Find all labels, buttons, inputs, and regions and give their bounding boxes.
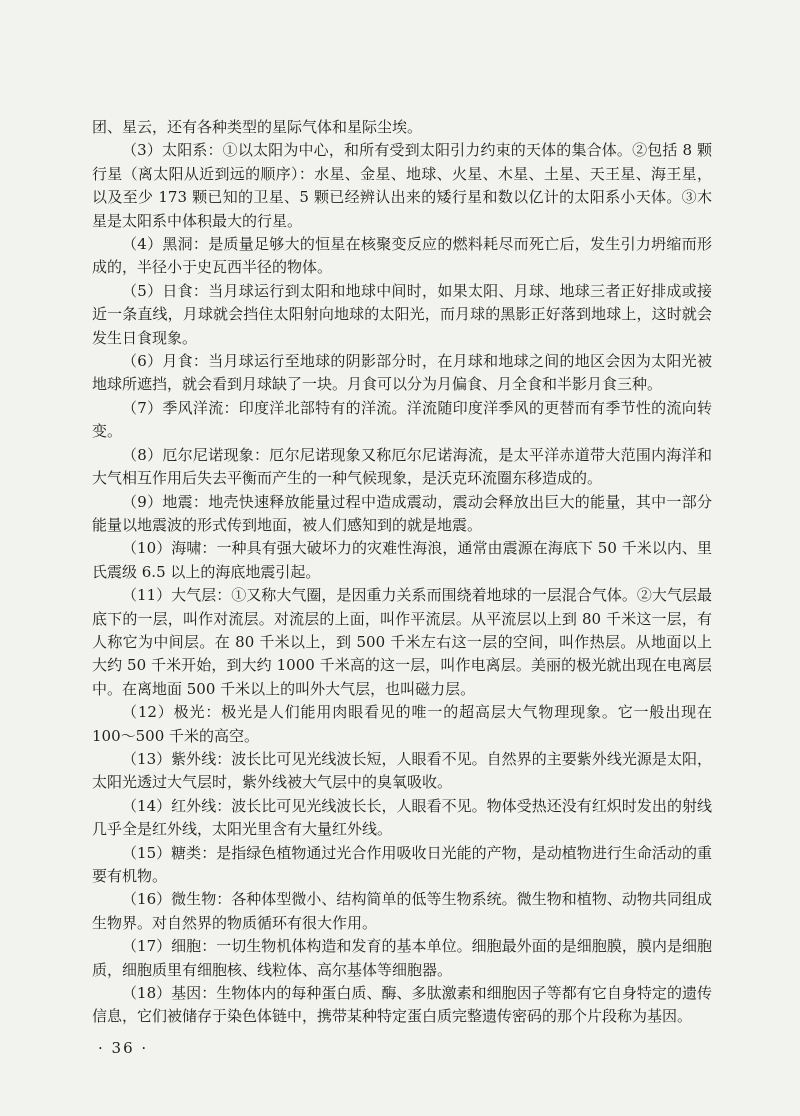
page-body	[92, 116, 712, 1029]
page-number: · 36 ·	[98, 1039, 149, 1057]
paragraph-el-nino: （8）厄尔尼诺现象：厄尔尼诺现象又称厄尔尼诺海流，是太平洋赤道带大范围内海洋和大气相互作用后失去平衡而产生的一种气候现象，是沃克环流圈东移造成的。	[92, 445, 712, 488]
paragraph-carbohydrates: （15）糖类：是指绿色植物通过光合作用吸收日光能的产物，是动植物进行生命活动的重要有机物。	[92, 843, 712, 885]
paragraph-ultraviolet: （13）紫外线：波长比可见光线波长短，人眼看不见。自然界的主要紫外线光源是太阳，太阳光透过大气层时，紫外线被大气层中的臭氧吸收。	[92, 749, 712, 792]
paragraph-black-hole: （4）黑洞：是质量足够大的恒星在核聚变反应的燃料耗尽而死亡后，发生引力坍缩而形成的，半径小于史瓦西半径的物体。	[92, 235, 712, 277]
paragraph-tsunami: （10）海啸：一种具有强大破坏力的灾难性海浪，通常由震源在海底下 50 千米以内、里氏震级 6.5 以上的海底地震引起。	[92, 539, 712, 581]
paragraph-solar-eclipse: （5）日食：当月球运行到太阳和地球中间时，如果太阳、月球、地球三者正好排成或接近一条直线，月球就会挡住太阳射向地球的太阳光，而月球的黑影正好落到地球上，这时就会发生日食现象。	[92, 281, 712, 347]
paragraph-continuation: 团、星云，还有各种类型的星际气体和星际尘埃。	[92, 118, 423, 136]
paragraph-aurora: （12）极光：极光是人们能用肉眼看见的唯一的超高层大气物理现象。它一般出现在 100～500 千米的高空。	[92, 703, 712, 745]
paragraph-cell: （17）细胞：一切生物机体构造和发育的基本单位。细胞最外面的是细胞膜，膜内是细胞质，细胞质里有细胞核、线粒体、高尔基体等细胞器。	[92, 937, 712, 979]
paragraph-lunar-eclipse: （6）月食：当月球运行至地球的阴影部分时，在月球和地球之间的地区会因为太阳光被地球所遮挡，就会看到月球缺了一块。月食可以分为月偏食、月全食和半影月食三种。	[92, 352, 712, 394]
paragraph-microorganism: （16）微生物：各种体型微小、结构简单的低等生物系统。微生物和植物、动物共同组成生物界。对自然界的物质循环有很大作用。	[92, 890, 712, 932]
paragraph-monsoon-current: （7）季风洋流：印度洋北部特有的洋流。洋流随印度洋季风的更替而有季节性的流向转变。	[92, 398, 712, 441]
paragraph-gene: （18）基因：生物体内的每种蛋白质、酶、多肽激素和细胞因子等都有它自身特定的遗传信息，它们被储存于染色体链中，携带某种特定蛋白质完整遗传密码的那个片段称为基因。	[92, 984, 712, 1026]
paragraph-infrared: （14）红外线：波长比可见光线波长长，人眼看不见。物体受热还没有红炽时发出的射线几乎全是红外线，太阳光里含有大量红外线。	[92, 796, 712, 839]
paragraph-atmosphere: （11）大气层：①又称大气圈，是因重力关系而围绕着地球的一层混合气体。②大气层最底下的一层，叫作对流层。对流层的上面，叫作平流层。从平流层以上到 80 千米这一层，有人称它为中间层。在 80 千米以上，到 500 千米左右这一层的空间，叫作热层。从地面以上大约 50 千米开始，到大约 1000 千米高的这一层，叫作电离层。美丽的极光就出现在电离层中。在离地面 500 千米以上的叫外大气层，也叫磁力层。	[92, 586, 712, 698]
paragraph-solar-system: （3）太阳系：①以太阳为中心，和所有受到太阳引力约束的天体的集合体。②包括 8 颗行星（离太阳从近到远的顺序）：水星、金星、地球、火星、木星、土星、天王星、海王星，以及至少 173 颗已知的卫星、5 颗已经辨认出来的矮行星和数以亿计的太阳系小天体。③木星是太阳系中体积最大的行星。	[92, 141, 712, 230]
paragraph-earthquake: （9）地震：地壳快速释放能量过程中造成震动，震动会释放出巨大的能量，其中一部分能量以地震波的形式传到地面，被人们感知到的就是地震。	[92, 492, 712, 534]
